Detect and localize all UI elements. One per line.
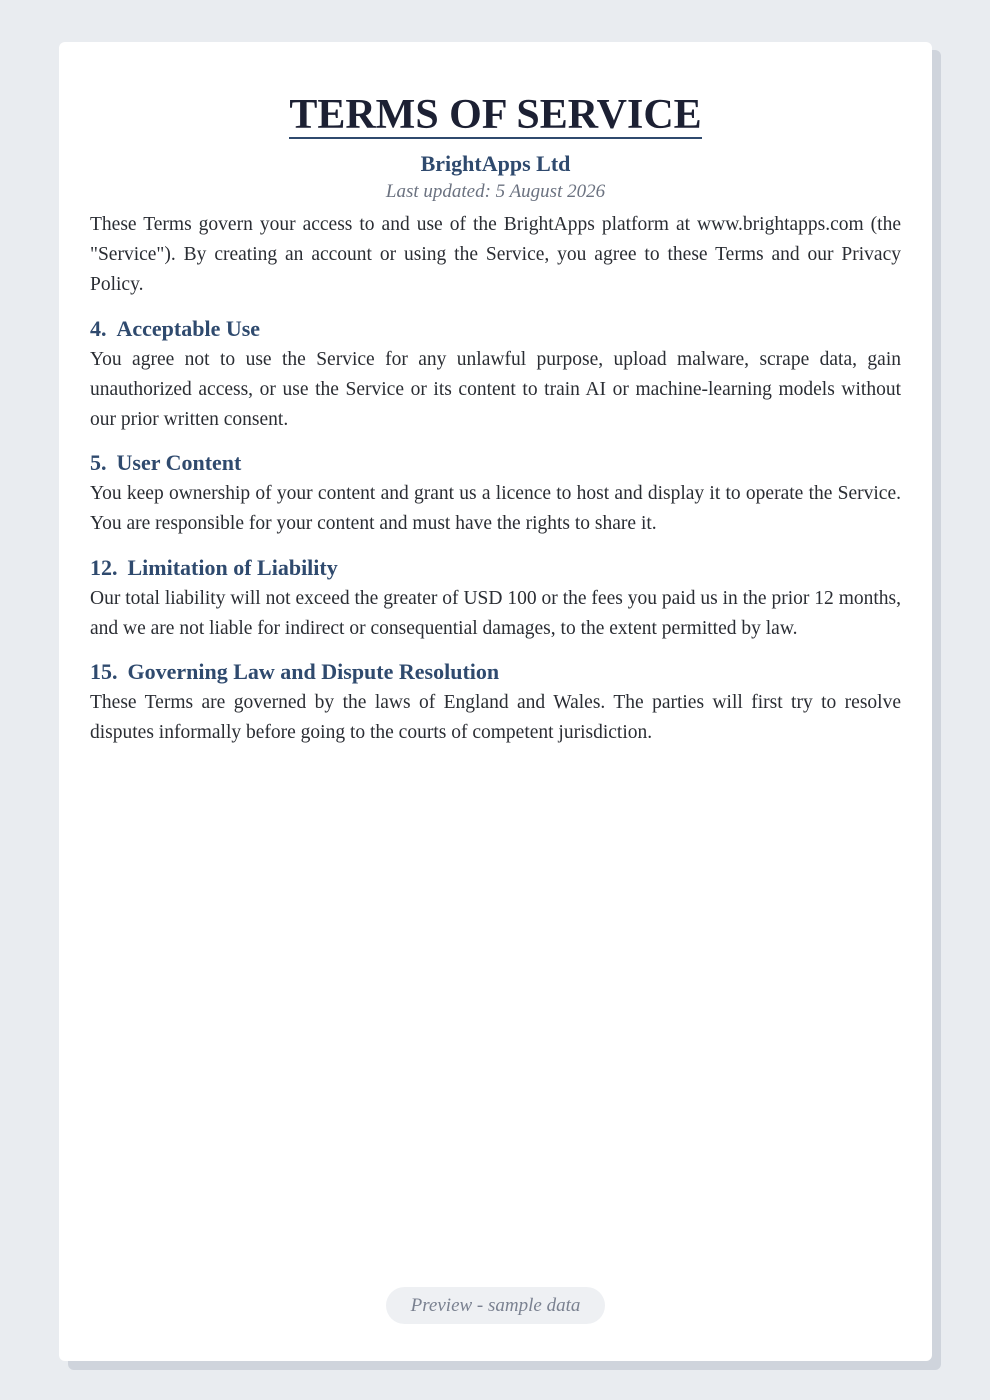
section-number: 15. <box>90 659 118 685</box>
section-title: User Content <box>116 450 242 476</box>
company-name: BrightApps Ltd <box>420 151 571 176</box>
section-limitation-of-liability <box>90 555 901 644</box>
section-body: Our total liability will not exceed the greater of USD 100 or the fees you paid us in the prior 12 months, and we are not liable for indirect or consequential damages, to the extent permitted by law. <box>90 587 901 639</box>
section-number: 12. <box>90 554 118 580</box>
last-updated: Last updated: 5 August 2026 <box>385 181 606 202</box>
section-body: These Terms are governed by the laws of England and Wales. The parties will first try to resolve disputes informally before going to the courts of competent jurisdiction. <box>90 692 901 744</box>
section-heading <box>90 450 901 476</box>
section-title: Acceptable Use <box>116 315 261 341</box>
section-heading <box>90 659 901 685</box>
section-acceptable-use <box>90 316 901 436</box>
section-governing-law <box>90 659 901 748</box>
section-heading <box>90 316 901 342</box>
document-title <box>90 94 901 139</box>
document-page <box>59 42 932 1361</box>
preview-badge: Preview - sample data <box>386 1287 605 1324</box>
section-body: You keep ownership of your content and grant us a licence to host and display it to operate the Service. You are responsible for your content and must have the rights to share it. <box>90 483 901 535</box>
section-title: Limitation of Liability <box>127 554 338 580</box>
section-number: 4. <box>90 315 107 341</box>
section-heading <box>90 555 901 581</box>
section-title: Governing Law and Dispute Resolution <box>127 659 500 685</box>
section-user-content <box>90 450 901 539</box>
section-number: 5. <box>90 450 107 476</box>
section-body: You agree not to use the Service for any unlawful purpose, upload malware, scrape data, gain unauthorized access, or use the Service or its content to train AI or machine-learning models without our prior written consent. <box>90 348 901 431</box>
document-title-text: TERMS OF SERVICE <box>289 92 702 138</box>
intro-paragraph: These Terms govern your access to and use of the BrightApps platform at www.brightapps.com (the "Service"). By creating an account or using the Service, you agree to these Terms and our Privacy Policy. <box>90 214 901 296</box>
